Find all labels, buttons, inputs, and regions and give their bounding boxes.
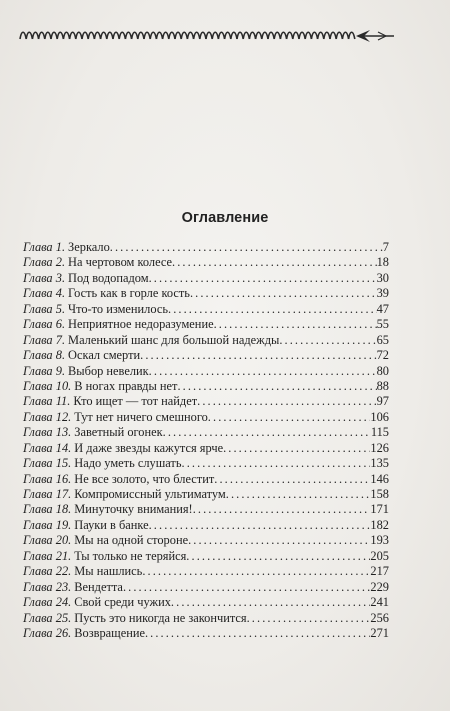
dot-leader <box>140 348 376 363</box>
chapter-number: 18. <box>55 502 72 517</box>
page-number: 241 <box>370 595 389 610</box>
page-number: 229 <box>370 579 389 594</box>
dot-leader <box>168 302 377 317</box>
chapter-number: 25. <box>55 610 72 625</box>
chapter-word: Глава <box>23 579 53 594</box>
chapter-title: Минуточку внимания! <box>74 502 193 517</box>
chapter-title: Надо уметь слушать <box>74 456 182 471</box>
chapter-word: Глава <box>23 240 53 254</box>
dot-leader <box>163 425 371 440</box>
chapter-label <box>23 595 71 610</box>
chapter-number: 23. <box>55 579 72 594</box>
table-of-contents <box>23 240 389 641</box>
toc-entry <box>23 379 389 394</box>
toc-entry <box>23 425 389 440</box>
chapter-word: Глава <box>23 610 53 625</box>
chapter-label <box>23 549 71 564</box>
decorative-ornament-rule <box>18 28 394 44</box>
chapter-word: Глава <box>23 533 53 548</box>
chapter-label <box>23 240 65 255</box>
toc-entry <box>23 240 389 255</box>
chapter-label <box>23 410 71 425</box>
chapter-word: Глава <box>23 517 53 532</box>
chapter-word: Глава <box>23 564 53 579</box>
page-number: 146 <box>370 471 389 486</box>
chapter-word: Глава <box>23 487 53 501</box>
chapter-title: Пауки в банке <box>74 517 149 532</box>
chapter-number: 11. <box>55 394 71 409</box>
toc-entry <box>23 302 389 317</box>
chapter-label <box>23 348 65 363</box>
chapter-label <box>23 502 71 517</box>
chapter-number: 7. <box>55 332 66 347</box>
chapter-label <box>23 564 71 579</box>
chapter-title: Что-то изменилось <box>68 301 169 316</box>
chapter-label <box>23 364 65 379</box>
chapter-number: 19. <box>55 517 72 532</box>
chapter-number: 6. <box>55 317 66 332</box>
chapter-title: Мы нашлись <box>74 564 143 579</box>
chapter-label <box>23 255 65 270</box>
dot-leader <box>197 394 376 409</box>
chapter-label <box>23 456 71 471</box>
chapter-word: Глава <box>23 394 53 409</box>
page-number: 97 <box>376 394 389 409</box>
chapter-label <box>23 518 71 533</box>
chapter-title: Маленький шанс для большой надежды <box>68 332 280 347</box>
toc-entry <box>23 255 389 270</box>
chapter-number: 21. <box>55 548 72 563</box>
chapter-title: Ты только не теряйся <box>74 548 187 563</box>
chapter-word: Глава <box>23 255 53 270</box>
chapter-word: Глава <box>23 425 53 440</box>
page-number: 126 <box>370 440 389 455</box>
toc-entry <box>23 564 389 579</box>
toc-entry <box>23 364 389 379</box>
chapter-label <box>23 487 71 502</box>
toc-entry <box>23 472 389 487</box>
dot-leader <box>149 271 377 286</box>
chapter-number: 10. <box>55 378 72 393</box>
toc-entry <box>23 348 389 363</box>
chapter-label <box>23 286 65 301</box>
chapter-title: На чертовом колесе <box>68 255 173 270</box>
chapter-title: Пусть это никогда не закончится <box>74 610 247 625</box>
chapter-word: Глава <box>23 332 53 347</box>
chapter-label <box>23 472 71 487</box>
page-number: 135 <box>370 456 389 471</box>
chapter-number: 4. <box>55 286 66 301</box>
chapter-word: Глава <box>23 409 53 424</box>
dot-leader <box>208 410 371 425</box>
page-number: 158 <box>370 487 389 501</box>
toc-entry <box>23 595 389 610</box>
toc-entry <box>23 487 389 502</box>
chapter-label <box>23 626 71 641</box>
chapter-label <box>23 317 65 332</box>
page-number: 205 <box>370 548 389 563</box>
toc-entry <box>23 317 389 332</box>
dot-leader <box>193 502 371 517</box>
dot-leader <box>145 626 370 641</box>
chapter-title: Оскал смерти <box>68 348 141 363</box>
chapter-word: Глава <box>23 471 53 486</box>
chapter-title: Тут нет ничего смешного <box>74 409 208 424</box>
chapter-number: 13. <box>55 425 72 440</box>
chapter-label <box>23 333 65 348</box>
toc-entry <box>23 502 389 517</box>
chapter-word: Глава <box>23 440 53 455</box>
chapter-number: 12. <box>55 409 72 424</box>
chapter-title: И даже звезды кажутся ярче <box>74 440 224 455</box>
page-number: 47 <box>376 301 389 316</box>
toc-entry <box>23 549 389 564</box>
chapter-word: Глава <box>23 378 53 393</box>
page-number: 7 <box>382 240 389 254</box>
page-number: 88 <box>376 378 389 393</box>
chapter-number: 14. <box>55 440 72 455</box>
toc-entry <box>23 626 389 641</box>
chapter-word: Глава <box>23 348 53 363</box>
chapter-title: Неприятное недоразумение <box>68 317 214 332</box>
page-number: 115 <box>370 425 389 440</box>
dot-leader <box>279 333 376 348</box>
chapter-title: В ногах правды нет <box>74 378 178 393</box>
chapter-word: Глава <box>23 286 53 301</box>
toc-entry <box>23 333 389 348</box>
dot-leader <box>226 487 371 502</box>
page-number: 80 <box>376 363 389 378</box>
chapter-number: 3. <box>55 270 66 285</box>
dot-leader <box>142 564 370 579</box>
page-number: 271 <box>370 625 389 640</box>
dot-leader <box>177 379 376 394</box>
chapter-label <box>23 302 65 317</box>
chapter-label <box>23 271 65 286</box>
chapter-word: Глава <box>23 270 53 285</box>
chapter-word: Глава <box>23 301 53 316</box>
dot-leader <box>123 580 370 595</box>
toc-entry <box>23 441 389 456</box>
chapter-title: Кто ищет — тот найдет <box>73 394 198 409</box>
page-number: 193 <box>370 533 389 548</box>
dot-leader <box>223 441 370 456</box>
chapter-number: 16. <box>55 471 72 486</box>
chapter-number: 20. <box>55 533 72 548</box>
toc-heading: Оглавление <box>181 210 269 226</box>
toc-entry <box>23 410 389 425</box>
chapter-label <box>23 533 71 548</box>
page-number: 39 <box>376 286 389 301</box>
toc-entry <box>23 456 389 471</box>
chapter-title: Выбор невелик <box>68 363 149 378</box>
chapter-number: 5. <box>55 301 66 316</box>
dot-leader <box>149 518 371 533</box>
chapter-word: Глава <box>23 317 53 332</box>
dot-leader <box>186 549 370 564</box>
chapter-word: Глава <box>23 456 53 471</box>
toc-entry <box>23 580 389 595</box>
toc-entry <box>23 271 389 286</box>
page-number: 256 <box>370 610 389 625</box>
page-number: 65 <box>376 332 389 347</box>
chapter-number: 22. <box>55 564 72 579</box>
chapter-word: Глава <box>23 548 53 563</box>
chapter-label <box>23 425 71 440</box>
chapter-title: Свой среди чужих <box>74 595 171 610</box>
dot-leader <box>172 255 377 270</box>
page-number: 171 <box>370 502 389 517</box>
chapter-word: Глава <box>23 625 53 640</box>
page-number: 18 <box>376 255 389 270</box>
chapter-title: Компромиссный ультиматум <box>74 487 226 501</box>
page-number: 106 <box>370 409 389 424</box>
toc-entry <box>23 518 389 533</box>
chapter-title: Мы на одной стороне <box>74 533 189 548</box>
toc-entry <box>23 533 389 548</box>
dot-leader <box>188 533 370 548</box>
chapter-title: Заветный огонек <box>74 425 163 440</box>
chapter-title: Вендетта <box>74 579 123 594</box>
chapter-title: Возвращение <box>74 625 145 640</box>
toc-entry <box>23 286 389 301</box>
dot-leader <box>110 240 383 255</box>
dot-leader <box>182 456 371 471</box>
chapter-label <box>23 611 71 626</box>
chapter-number: 8. <box>55 348 66 363</box>
page-number: 55 <box>376 317 389 332</box>
chapter-word: Глава <box>23 595 53 610</box>
page-number: 72 <box>376 348 389 363</box>
dot-leader <box>214 472 370 487</box>
toc-entry <box>23 611 389 626</box>
chapter-label <box>23 441 71 456</box>
chapter-word: Глава <box>23 502 53 517</box>
chapter-title: Гость как в горле кость <box>68 286 190 301</box>
page-number: 217 <box>370 564 389 579</box>
chapter-label <box>23 580 71 595</box>
chapter-label <box>23 379 71 394</box>
dot-leader <box>247 611 371 626</box>
chapter-number: 26. <box>55 625 72 640</box>
chapter-number: 9. <box>55 363 66 378</box>
page-number: 30 <box>376 270 389 285</box>
chapter-title: Под водопадом <box>68 270 149 285</box>
chapter-number: 24. <box>55 595 72 610</box>
toc-entry <box>23 394 389 409</box>
chapter-label <box>23 394 70 409</box>
chapter-number: 2. <box>55 255 66 270</box>
dot-leader <box>190 286 377 301</box>
dot-leader <box>149 364 377 379</box>
chapter-word: Глава <box>23 363 53 378</box>
page-number: 182 <box>370 517 389 532</box>
chapter-number: 1. <box>55 240 66 254</box>
dot-leader <box>171 595 370 610</box>
dot-leader <box>214 317 377 332</box>
chapter-number: 15. <box>55 456 72 471</box>
chapter-title: Не все золото, что блестит <box>74 471 215 486</box>
chapter-number: 17. <box>55 487 72 501</box>
chapter-title: Зеркало <box>68 240 110 254</box>
